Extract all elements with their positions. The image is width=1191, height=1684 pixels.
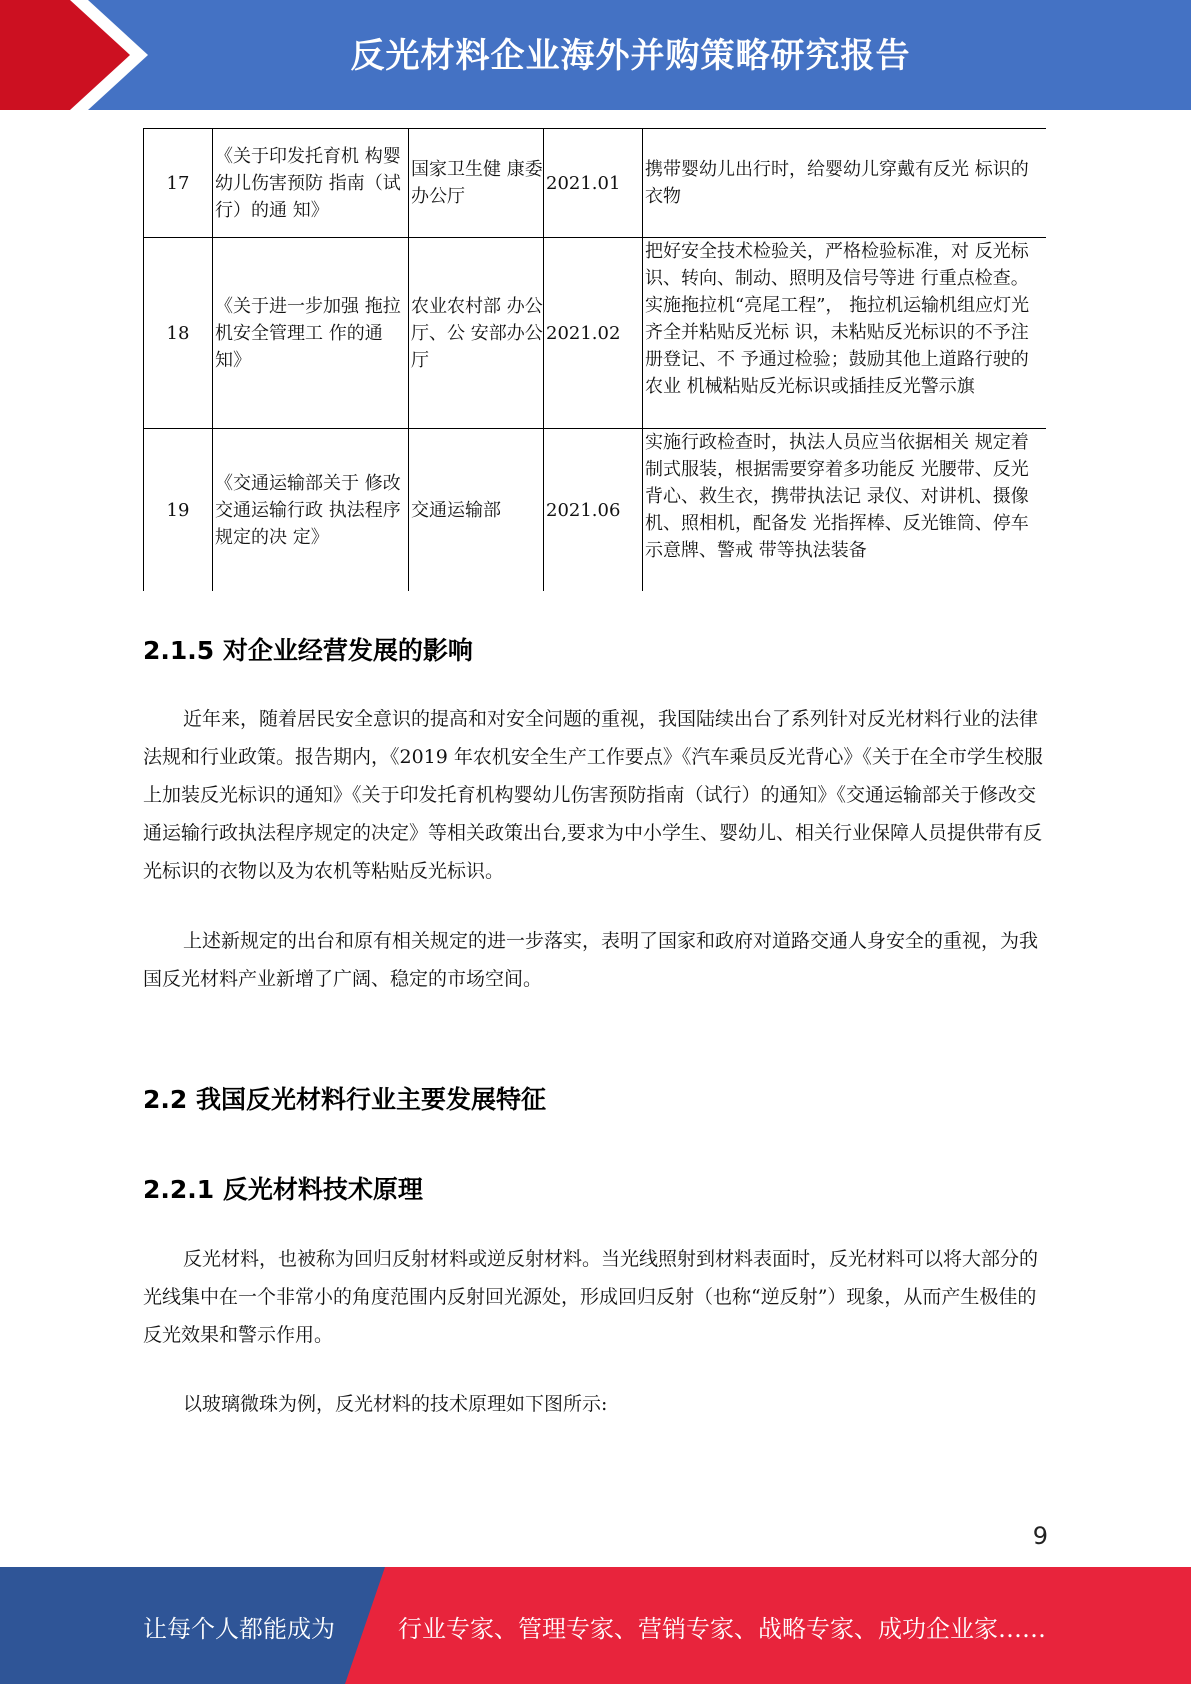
- issue-date: 2021.06: [544, 429, 643, 592]
- regulation-content: 把好安全技术检验关，严格检验标准，对 反光标识、转向、制动、照明及信号等进 行重点检查。实施拖拉机“亮尾工程”， 拖拉机运输机组应灯光齐全并粘贴反光标 识，未粘贴反光标识的不予注册登记、不 予通过检验；鼓励其他上道路行驶的农业 机械粘贴反光标识或插挂反光警示旗: [643, 238, 1046, 429]
- paragraph-text: 反光材料，也被称为回归反射材料或逆反射材料。当光线照射到材料表面时，反光材料可以将大部分的光线集中在一个非常小的角度范围内反射回光源处，形成回归反射（也称“逆反射”）现象，从而产生极佳的反光效果和警示作用。: [143, 1248, 1039, 1346]
- paragraph: [143, 922, 1045, 998]
- paragraph: [143, 1240, 1045, 1354]
- paragraph: [143, 1385, 1045, 1423]
- issuing-authority: 农业农村部 办公厅、公 安部办公厅: [409, 238, 544, 429]
- issuing-authority: 国家卫生健 康委办公厅: [409, 129, 544, 238]
- row-number: 17: [144, 129, 213, 238]
- footer-slogan-left: 让每个人都能成为: [143, 1615, 335, 1643]
- regulation-content: 实施行政检查时，执法人员应当依据相关 规定着制式服装，根据需要穿着多功能反 光腰带、反光背心、救生衣，携带执法记 录仪、对讲机、摄像机、照相机，配备发 光指挥棒、反光锥筒、停车示意牌、警戒 带等执法装备: [643, 429, 1046, 592]
- regulation-name: 《关于进一步加强 拖拉机安全管理工 作的通知》: [213, 238, 409, 429]
- regulation-table: [143, 128, 1046, 591]
- paragraph-text: 近年来，随着居民安全意识的提高和对安全问题的重视，我国陆续出台了系列针对反光材料行业的法律法规和行业政策。报告期内，《2019 年农机安全生产工作要点》《汽车乘员反光背心》《关于在全市学生校服上加装反光标识的通知》《关于印发托育机构婴幼儿伤害预防指南（试行）的通知》《交通运输部关于修改交通运输行政执法程序规定的决定》等相关政策出台,要求为中小学生、婴幼儿、相关行业保障人员提供带有反光标识的衣物以及为农机等粘贴反光标识。: [143, 708, 1043, 882]
- issue-date: 2021.02: [544, 238, 643, 429]
- section-heading-2-2-1: 2.2.1 反光材料技术原理: [143, 1175, 423, 1204]
- section-heading-2-2: 2.2 我国反光材料行业主要发展特征: [143, 1085, 546, 1114]
- regulation-content: 携带婴幼儿出行时，给婴幼儿穿戴有反光 标识的衣物: [643, 129, 1046, 238]
- issuing-authority: 交通运输部: [409, 429, 544, 592]
- table-row: [144, 238, 1046, 429]
- issue-date: 2021.01: [544, 129, 643, 238]
- table-row: [144, 429, 1046, 592]
- page-number: 9: [1032, 1522, 1048, 1550]
- section-heading-2-1-5: 2.1.5 对企业经营发展的影响: [143, 636, 473, 665]
- footer-slogan-right: 行业专家、管理专家、营销专家、战略专家、成功企业家……: [398, 1615, 1046, 1643]
- regulation-name: 《关于印发托育机 构婴幼儿伤害预防 指南（试行）的通 知》: [213, 129, 409, 238]
- paragraph-text: 上述新规定的出台和原有相关规定的进一步落实，表明了国家和政府对道路交通人身安全的重视，为我国反光材料产业新增了广阔、稳定的市场空间。: [143, 930, 1039, 990]
- regulation-name: 《交通运输部关于 修改交通运输行政 执法程序规定的决 定》: [213, 429, 409, 592]
- page-header: [0, 0, 1191, 110]
- table-row: [144, 129, 1046, 238]
- header-title: 反光材料企业海外并购策略研究报告: [350, 36, 911, 76]
- paragraph-text: 以玻璃微珠为例，反光材料的技术原理如下图所示:: [183, 1393, 608, 1415]
- row-number: 19: [144, 429, 213, 592]
- page-footer: [0, 1567, 1191, 1684]
- paragraph: [143, 700, 1045, 890]
- row-number: 18: [144, 238, 213, 429]
